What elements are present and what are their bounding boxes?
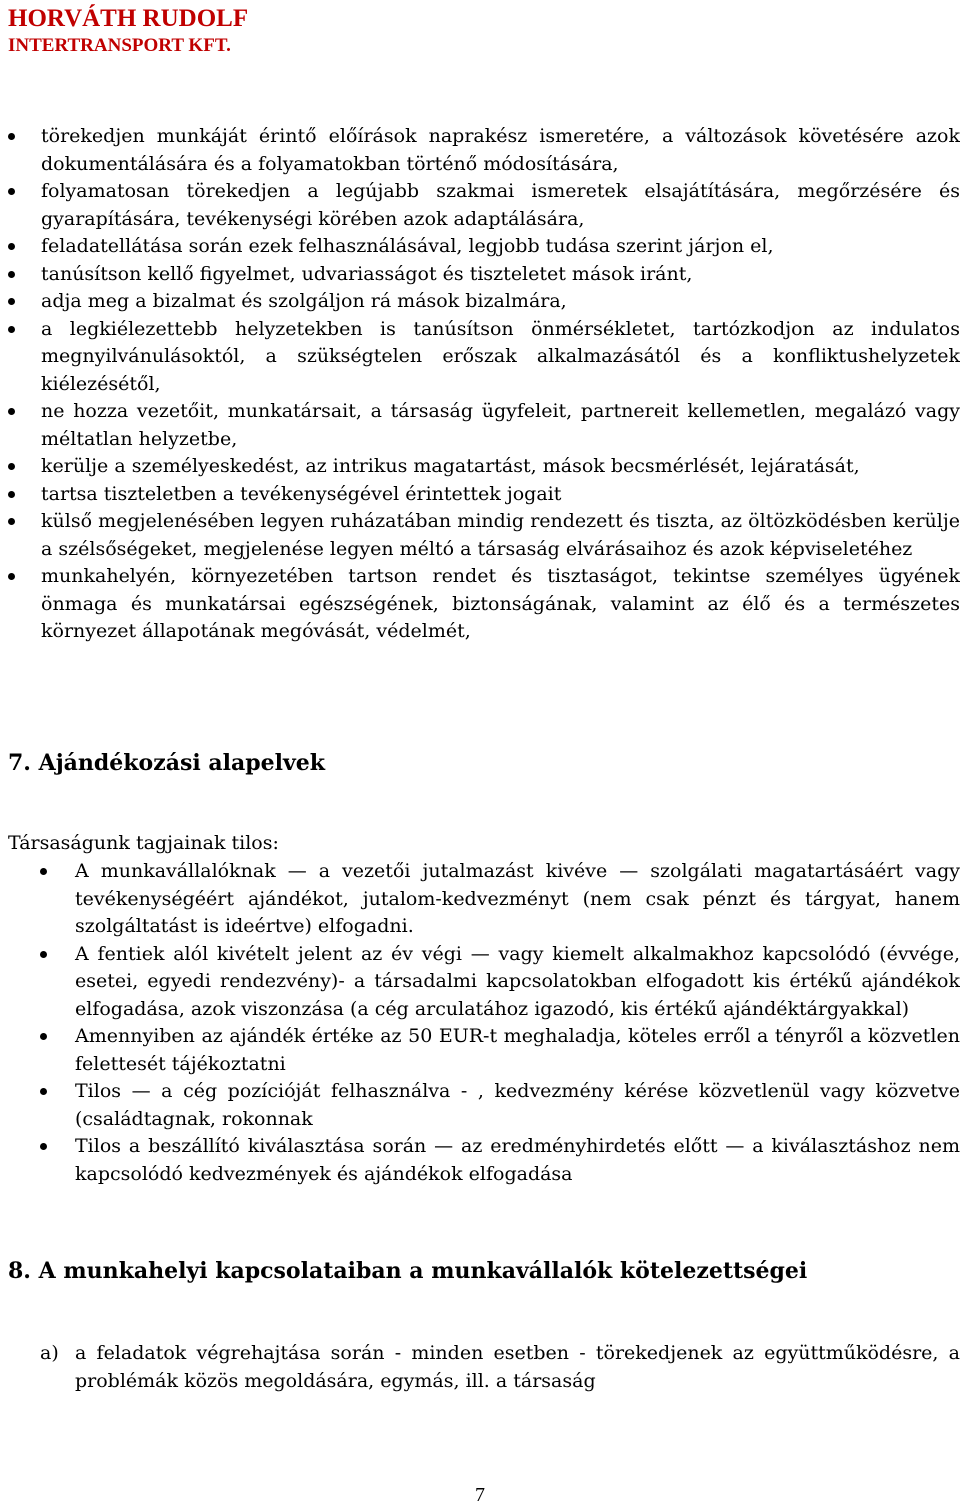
bullet-icon: [8, 188, 15, 195]
bullet-icon: [8, 326, 15, 333]
list-item-text: tartsa tiszteletben a tevékenységével érintettek jogait: [41, 482, 562, 505]
list-item: [41, 453, 960, 481]
bullet-icon: [8, 133, 15, 140]
bullet-icon: [8, 491, 15, 498]
list-item-text: munkahelyén, környezetében tartson rendet és tisztaságot, tekintse személyes ügyének önmaga és munkatársai egészségének, biztonságának, valamint az élő és a természetes környezet állapotának megóvását, védelmét,: [41, 565, 960, 642]
list-item: [41, 398, 960, 453]
list-item-text: A munkavállalóknak — a vezetői jutalmazást kivéve — szolgálati magatartásáért vagy tevékenységéért ajándékot, jutalom-kedvezményt (nem csak pénzt és tárgyat, hanem szolgáltatást is ideértve) elfogadni.: [75, 860, 960, 937]
bullet-icon: [8, 573, 15, 580]
bullet-icon: [8, 298, 15, 305]
section-8-heading: 8. A munkahelyi kapcsolataiban a munkavállalók kötelezettségei: [8, 1258, 808, 1284]
bullet-icon: [8, 463, 15, 470]
bullet-icon: [40, 1143, 47, 1150]
list-item: [41, 288, 960, 316]
list-item: [75, 941, 960, 1024]
list-item: [75, 1133, 960, 1188]
bullet-icon: [8, 518, 15, 525]
list-item: [41, 261, 960, 289]
list-item-text: A fentiek alól kivételt jelent az év végi — vagy kiemelt alkalmakhoz kapcsolódó (évvége, esetei, egyedi rendezvény)- a társadalmi kapcsolatokban elfogadott kis értékű ajándékok elfogadása, azok viszonzása (a cég arculatához igazodó, kis értékű ajándéktárgyakkal): [75, 942, 960, 1020]
bullet-icon: [40, 951, 47, 958]
gift-rules-list: [75, 858, 960, 1188]
list-item: [41, 563, 960, 646]
bullet-icon: [8, 408, 15, 415]
list-item-text: kerülje a személyeskedést, az intrikus magatartást, mások becsmérlését, lejáratását,: [41, 455, 860, 477]
list-item-text: folyamatosan törekedjen a legújabb szakmai ismeretek elsajátítására, megőrzésére és gyarapítására, tevékenységi körében azok adaptálására,: [41, 180, 960, 230]
company-name: HORVÁTH RUDOLF: [8, 5, 249, 32]
list-item: [75, 1023, 960, 1078]
item-text: a feladatok végrehajtása során - minden esetben - törekedjenek az együttműködésre, a problémák közös megoldására, egymás, ill. a társaság: [75, 1342, 960, 1392]
list-item: [41, 178, 960, 233]
list-item-text: Amennyiben az ajándék értéke az 50 EUR-t meghaladja, köteles erről a tényről a közvetlen felettesét tájékoztatni: [75, 1025, 960, 1075]
list-item-text: a legkiélezettebb helyzetekben is tanúsítson önmérsékletet, tartózkodjon az indulatos megnyilvánulásoktól, a szükségtelen erőszak alkalmazásától és a konfliktushelyzetek kiélezésétől,: [41, 317, 960, 395]
list-item: [75, 1078, 960, 1133]
list-item: [41, 233, 960, 261]
bullet-icon: [8, 271, 15, 278]
list-item-text: adja meg a bizalmat és szolgáljon rá mások bizalmára,: [41, 290, 567, 312]
list-item-text: külső megjelenésében legyen ruházatában mindig rendezett és tiszta, az öltözködésben kerülje a szélsőségeket, megjelenése legyen méltó a társaság elvárásaihoz és azok képviseletéhez: [41, 510, 960, 560]
company-subtitle: INTERTRANSPORT KFT.: [8, 35, 231, 56]
bullet-icon: [8, 243, 15, 250]
list-item: [41, 481, 960, 509]
section-7-intro: Társaságunk tagjainak tilos:: [8, 832, 279, 854]
bullet-icon: [40, 1088, 47, 1095]
conduct-rules-list: [41, 123, 960, 646]
section-7-heading: 7. Ajándékozási alapelvek: [8, 750, 325, 776]
list-item-text: Tilos — a cég pozícióját felhasználva - , kedvezmény kérése közvetlenül vagy közvetve (családtagnak, rokonnak: [75, 1080, 960, 1130]
list-item: [75, 858, 960, 941]
item-marker: a): [40, 1342, 59, 1364]
list-item: [41, 316, 960, 399]
list-item-text: ne hozza vezetőit, munkatársait, a társaság ügyfeleit, partnereit kellemetlen, megalázó vagy méltatlan helyzetbe,: [41, 400, 960, 450]
list-item: [41, 123, 960, 178]
list-item-text: tanúsítson kellő figyelmet, udvariasságot és tiszteletet mások iránt,: [41, 262, 693, 285]
bullet-icon: [40, 868, 47, 875]
bullet-icon: [40, 1033, 47, 1040]
section-8-item-a: [40, 1340, 960, 1395]
list-item-text: törekedjen munkáját érintő előírások naprakész ismeretére, a változások követésére azok dokumentálására és a folyamatokban történő módosítására,: [41, 125, 960, 175]
list-item-text: Tilos a beszállító kiválasztása során — az eredményhirdetés előtt — a kiválasztáshoz nem kapcsolódó kedvezmények és ajándékok elfogadása: [75, 1135, 960, 1185]
document-header: [8, 4, 248, 58]
list-item-text: feladatellátása során ezek felhasználásával, legjobb tudása szerint járjon el,: [41, 235, 774, 257]
page-number: 7: [475, 1484, 485, 1506]
list-item: [41, 508, 960, 563]
